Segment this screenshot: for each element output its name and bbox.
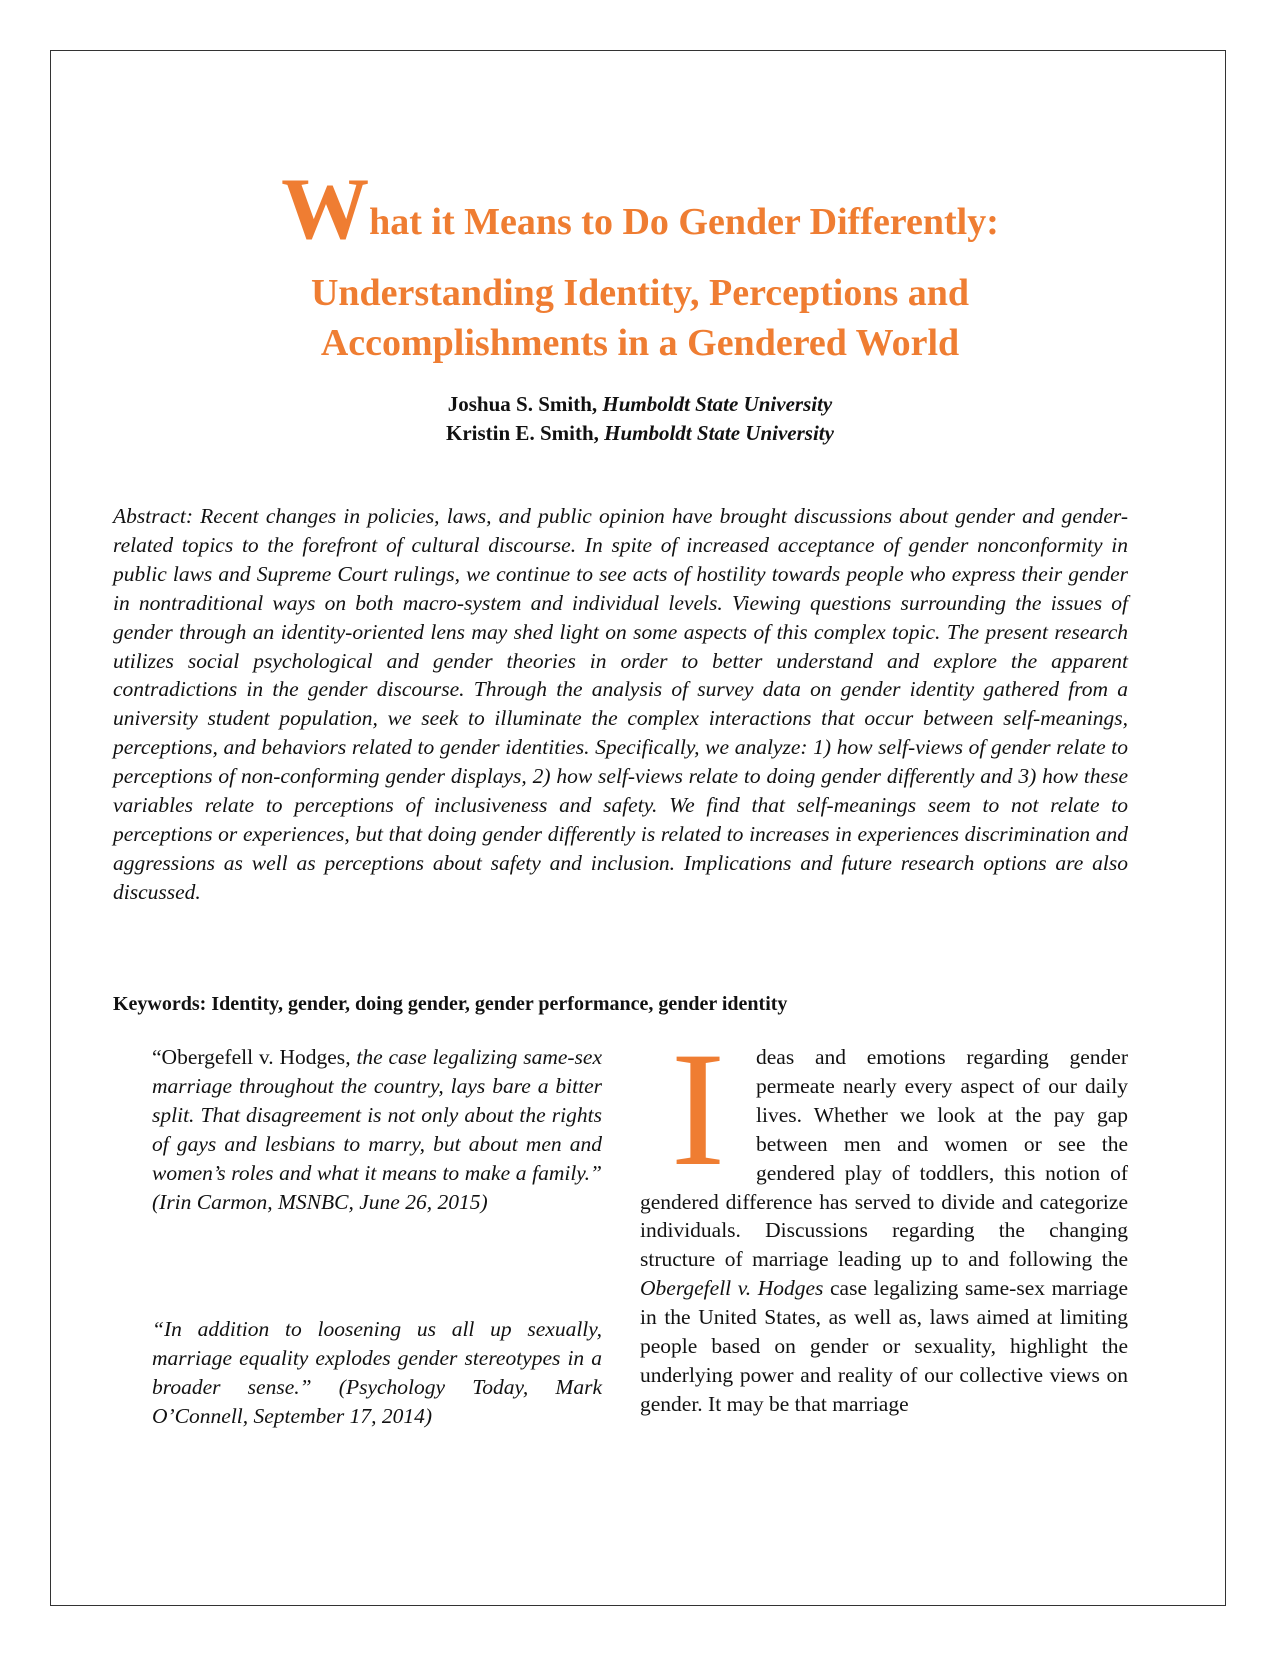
author-2-name: Kristin E. Smith, (446, 421, 599, 445)
title-line-1 (130, 161, 1150, 264)
title-drop-cap: W (281, 161, 370, 258)
title-line-1-text: hat it Means to Do Gender Differently: (369, 201, 999, 243)
intro-case-name: Obergefell v. Hodges (640, 1276, 824, 1301)
epigraph-quote-1-text: , the case legalizing same-sex marriage throughout the country, lays bare a bitter split. That disagreement is not only about the rights of gays and lesbians to marry, but about men and women’s roles and what it means to make a family.” (Irin Carmon, MSNBC, June 26, 2015) (152, 1045, 602, 1214)
keywords: Keywords: Identity, gender, doing gender, gender performance, gender identity (113, 993, 788, 1015)
epigraph-quote-1 (152, 1043, 602, 1216)
author-2 (130, 419, 1150, 448)
intro-text-part-1: deas and emotions regarding gender permeate nearly every aspect of our daily lives. Whether we look at the pay gap between men and women or see the gendered play of toddlers, this notion of gendered difference has served to divide and categorize individuals. Discussions regarding the changing structure of marriage leading up to and following the (640, 1045, 1128, 1272)
intro-text-part-2: case legalizing same-sex marriage in the United States, as well as, laws aimed at limiting people based on gender or sexuality, highlight the underlying power and reality of our collective views on gender. It may be that marriage (640, 1276, 1129, 1416)
intro-paragraph (640, 1019, 1129, 1419)
epigraph-quote-1-case: “Obergefell v. Hodges (152, 1045, 346, 1069)
title-line-2: Understanding Identity, Perceptions and (310, 272, 970, 314)
author-1 (130, 390, 1150, 419)
epigraph-quote-2: “In addition to loosening us all up sexually, marriage equality explodes gender stereotypes in a broader sense.” (Psychology Today, Mark O’Connell, September 17, 2014) (152, 1317, 602, 1428)
author-2-affiliation: Humboldt State University (604, 421, 834, 445)
abstract: Abstract: Recent changes in policies, laws, and public opinion have brought discussions about gender and gender-related topics to the forefront of cultural discourse. In spite of increased acceptance of gender nonconformity in public laws and Supreme Court rulings, we continue to see acts of hostility towards people who express their gender in nontraditional ways on both macro-system and individual levels. Viewing questions surrounding the issues of gender through an identity-oriented lens may shed light on some aspects of this complex topic. The present research utilizes social psychological and gender theories in order to better understand and explore the apparent contradictions in the gender discourse. Through the analysis of survey data on gender identity gathered from a university student population, we seek to illuminate the complex interactions that occur between self-meanings, perceptions, and behaviors related to gender identities. Specifically, we analyze: 1) how self-views of gender relate to perceptions of non-conforming gender displays, 2) how self-views relate to doing gender differently and 3) how these variables relate to perceptions of inclusiveness and safety. We find that self-meanings seem to not relate to perceptions or experiences, but that doing gender differently is related to increases in experiences discrimination and aggressions as well as perceptions about safety and inclusion. Implications and future research options are also discussed. (113, 504, 1128, 904)
author-1-affiliation: Humboldt State University (602, 392, 833, 416)
intro-drop-cap: I (670, 1019, 726, 1200)
author-1-name: Joshua S. Smith, (447, 392, 598, 416)
title-line-3: Accomplishments in a Gendered World (320, 322, 960, 364)
